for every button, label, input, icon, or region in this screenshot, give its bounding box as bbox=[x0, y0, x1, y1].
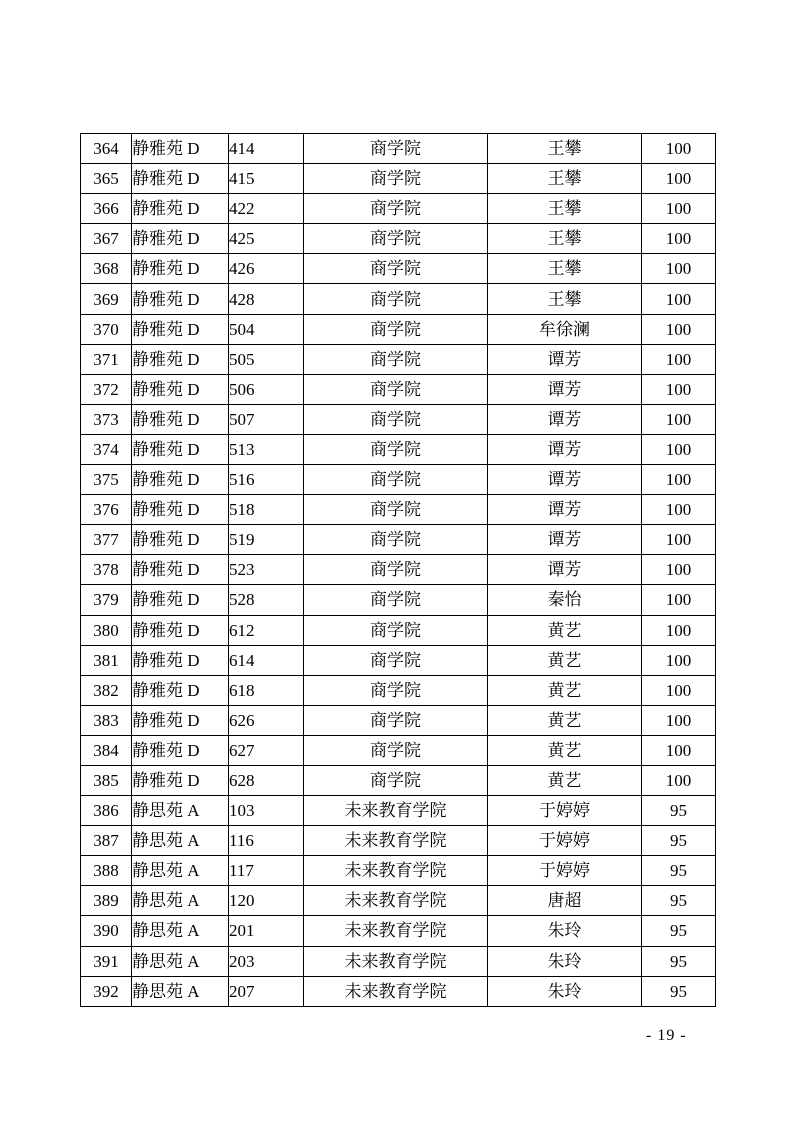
college-cell: 商学院 bbox=[304, 344, 488, 374]
building-cell: 静雅苑 D bbox=[132, 705, 229, 735]
row-number: 385 bbox=[81, 765, 132, 795]
college-cell: 商学院 bbox=[304, 495, 488, 525]
building-cell: 静雅苑 D bbox=[132, 314, 229, 344]
name-cell: 朱玲 bbox=[488, 976, 642, 1006]
row-number: 364 bbox=[81, 134, 132, 164]
table-body bbox=[81, 134, 716, 1007]
college-cell: 商学院 bbox=[304, 314, 488, 344]
building-cell: 静雅苑 D bbox=[132, 224, 229, 254]
room-cell: 116 bbox=[229, 826, 304, 856]
table-row bbox=[81, 886, 716, 916]
building-cell: 静雅苑 D bbox=[132, 555, 229, 585]
table-row bbox=[81, 194, 716, 224]
building-cell: 静雅苑 D bbox=[132, 675, 229, 705]
name-cell: 黄艺 bbox=[488, 705, 642, 735]
score-cell: 100 bbox=[642, 254, 716, 284]
name-cell: 谭芳 bbox=[488, 465, 642, 495]
room-cell: 507 bbox=[229, 404, 304, 434]
building-cell: 静雅苑 D bbox=[132, 495, 229, 525]
table-row bbox=[81, 344, 716, 374]
score-cell: 100 bbox=[642, 525, 716, 555]
name-cell: 谭芳 bbox=[488, 495, 642, 525]
name-cell: 黄艺 bbox=[488, 615, 642, 645]
row-number: 371 bbox=[81, 344, 132, 374]
college-cell: 商学院 bbox=[304, 224, 488, 254]
name-cell: 黄艺 bbox=[488, 645, 642, 675]
building-cell: 静雅苑 D bbox=[132, 525, 229, 555]
row-number: 379 bbox=[81, 585, 132, 615]
table-row bbox=[81, 434, 716, 464]
room-cell: 117 bbox=[229, 856, 304, 886]
score-cell: 100 bbox=[642, 585, 716, 615]
score-cell: 95 bbox=[642, 826, 716, 856]
name-cell: 于婷婷 bbox=[488, 856, 642, 886]
name-cell: 于婷婷 bbox=[488, 796, 642, 826]
row-number: 376 bbox=[81, 495, 132, 525]
name-cell: 王攀 bbox=[488, 194, 642, 224]
room-cell: 628 bbox=[229, 765, 304, 795]
score-cell: 100 bbox=[642, 735, 716, 765]
college-cell: 商学院 bbox=[304, 735, 488, 765]
table-row bbox=[81, 404, 716, 434]
room-cell: 201 bbox=[229, 916, 304, 946]
table-row bbox=[81, 645, 716, 675]
row-number: 374 bbox=[81, 434, 132, 464]
row-number: 378 bbox=[81, 555, 132, 585]
table-row bbox=[81, 374, 716, 404]
name-cell: 谭芳 bbox=[488, 525, 642, 555]
row-number: 390 bbox=[81, 916, 132, 946]
name-cell: 黄艺 bbox=[488, 675, 642, 705]
table-row bbox=[81, 735, 716, 765]
table-row bbox=[81, 615, 716, 645]
name-cell: 黄艺 bbox=[488, 735, 642, 765]
room-cell: 626 bbox=[229, 705, 304, 735]
row-number: 369 bbox=[81, 284, 132, 314]
room-cell: 516 bbox=[229, 465, 304, 495]
building-cell: 静雅苑 D bbox=[132, 404, 229, 434]
row-number: 375 bbox=[81, 465, 132, 495]
college-cell: 商学院 bbox=[304, 284, 488, 314]
row-number: 381 bbox=[81, 645, 132, 675]
score-cell: 100 bbox=[642, 284, 716, 314]
college-cell: 商学院 bbox=[304, 615, 488, 645]
score-cell: 100 bbox=[642, 705, 716, 735]
row-number: 366 bbox=[81, 194, 132, 224]
dormitory-score-table bbox=[80, 133, 716, 1007]
college-cell: 未来教育学院 bbox=[304, 796, 488, 826]
score-cell: 100 bbox=[642, 615, 716, 645]
row-number: 388 bbox=[81, 856, 132, 886]
name-cell: 朱玲 bbox=[488, 946, 642, 976]
table-row bbox=[81, 765, 716, 795]
table-row bbox=[81, 555, 716, 585]
score-cell: 100 bbox=[642, 495, 716, 525]
room-cell: 120 bbox=[229, 886, 304, 916]
building-cell: 静雅苑 D bbox=[132, 194, 229, 224]
page-number: - 19 - bbox=[646, 1027, 687, 1044]
college-cell: 商学院 bbox=[304, 555, 488, 585]
building-cell: 静雅苑 D bbox=[132, 344, 229, 374]
row-number: 373 bbox=[81, 404, 132, 434]
college-cell: 商学院 bbox=[304, 434, 488, 464]
table-row bbox=[81, 284, 716, 314]
room-cell: 207 bbox=[229, 976, 304, 1006]
table-row bbox=[81, 314, 716, 344]
college-cell: 商学院 bbox=[304, 675, 488, 705]
room-cell: 428 bbox=[229, 284, 304, 314]
name-cell: 朱玲 bbox=[488, 916, 642, 946]
table-row bbox=[81, 796, 716, 826]
table-row bbox=[81, 525, 716, 555]
college-cell: 商学院 bbox=[304, 585, 488, 615]
score-cell: 95 bbox=[642, 916, 716, 946]
building-cell: 静思苑 A bbox=[132, 826, 229, 856]
room-cell: 528 bbox=[229, 585, 304, 615]
score-cell: 100 bbox=[642, 434, 716, 464]
score-cell: 100 bbox=[642, 555, 716, 585]
name-cell: 谭芳 bbox=[488, 555, 642, 585]
row-number: 365 bbox=[81, 164, 132, 194]
row-number: 392 bbox=[81, 976, 132, 1006]
table-row bbox=[81, 856, 716, 886]
score-cell: 100 bbox=[642, 765, 716, 795]
building-cell: 静雅苑 D bbox=[132, 735, 229, 765]
name-cell: 谭芳 bbox=[488, 374, 642, 404]
table-row bbox=[81, 946, 716, 976]
name-cell: 谭芳 bbox=[488, 434, 642, 464]
score-cell: 100 bbox=[642, 374, 716, 404]
table-row bbox=[81, 916, 716, 946]
building-cell: 静雅苑 D bbox=[132, 134, 229, 164]
building-cell: 静雅苑 D bbox=[132, 465, 229, 495]
college-cell: 商学院 bbox=[304, 254, 488, 284]
college-cell: 未来教育学院 bbox=[304, 916, 488, 946]
college-cell: 商学院 bbox=[304, 645, 488, 675]
row-number: 372 bbox=[81, 374, 132, 404]
table-row bbox=[81, 705, 716, 735]
building-cell: 静雅苑 D bbox=[132, 434, 229, 464]
score-cell: 100 bbox=[642, 344, 716, 374]
room-cell: 618 bbox=[229, 675, 304, 705]
row-number: 382 bbox=[81, 675, 132, 705]
row-number: 384 bbox=[81, 735, 132, 765]
score-cell: 95 bbox=[642, 796, 716, 826]
name-cell: 王攀 bbox=[488, 164, 642, 194]
room-cell: 612 bbox=[229, 615, 304, 645]
room-cell: 504 bbox=[229, 314, 304, 344]
room-cell: 426 bbox=[229, 254, 304, 284]
room-cell: 203 bbox=[229, 946, 304, 976]
table-row bbox=[81, 826, 716, 856]
room-cell: 614 bbox=[229, 645, 304, 675]
table-row bbox=[81, 134, 716, 164]
table-row bbox=[81, 585, 716, 615]
building-cell: 静雅苑 D bbox=[132, 765, 229, 795]
building-cell: 静雅苑 D bbox=[132, 254, 229, 284]
row-number: 380 bbox=[81, 615, 132, 645]
score-cell: 100 bbox=[642, 645, 716, 675]
score-cell: 95 bbox=[642, 976, 716, 1006]
college-cell: 商学院 bbox=[304, 194, 488, 224]
name-cell: 王攀 bbox=[488, 254, 642, 284]
name-cell: 黄艺 bbox=[488, 765, 642, 795]
room-cell: 425 bbox=[229, 224, 304, 254]
name-cell: 谭芳 bbox=[488, 404, 642, 434]
row-number: 377 bbox=[81, 525, 132, 555]
college-cell: 未来教育学院 bbox=[304, 856, 488, 886]
building-cell: 静思苑 A bbox=[132, 916, 229, 946]
row-number: 368 bbox=[81, 254, 132, 284]
room-cell: 415 bbox=[229, 164, 304, 194]
score-cell: 100 bbox=[642, 404, 716, 434]
row-number: 391 bbox=[81, 946, 132, 976]
building-cell: 静雅苑 D bbox=[132, 645, 229, 675]
college-cell: 未来教育学院 bbox=[304, 826, 488, 856]
room-cell: 523 bbox=[229, 555, 304, 585]
college-cell: 未来教育学院 bbox=[304, 886, 488, 916]
room-cell: 513 bbox=[229, 434, 304, 464]
score-cell: 100 bbox=[642, 134, 716, 164]
score-cell: 100 bbox=[642, 465, 716, 495]
college-cell: 商学院 bbox=[304, 164, 488, 194]
score-cell: 95 bbox=[642, 886, 716, 916]
room-cell: 414 bbox=[229, 134, 304, 164]
college-cell: 商学院 bbox=[304, 465, 488, 495]
building-cell: 静雅苑 D bbox=[132, 164, 229, 194]
name-cell: 王攀 bbox=[488, 284, 642, 314]
building-cell: 静雅苑 D bbox=[132, 284, 229, 314]
building-cell: 静思苑 A bbox=[132, 976, 229, 1006]
row-number: 389 bbox=[81, 886, 132, 916]
score-cell: 100 bbox=[642, 314, 716, 344]
score-cell: 100 bbox=[642, 164, 716, 194]
college-cell: 商学院 bbox=[304, 374, 488, 404]
room-cell: 422 bbox=[229, 194, 304, 224]
table-row bbox=[81, 495, 716, 525]
college-cell: 商学院 bbox=[304, 525, 488, 555]
table-row bbox=[81, 164, 716, 194]
table-row bbox=[81, 976, 716, 1006]
college-cell: 商学院 bbox=[304, 705, 488, 735]
score-cell: 95 bbox=[642, 946, 716, 976]
row-number: 383 bbox=[81, 705, 132, 735]
name-cell: 秦怡 bbox=[488, 585, 642, 615]
name-cell: 牟徐澜 bbox=[488, 314, 642, 344]
college-cell: 商学院 bbox=[304, 765, 488, 795]
row-number: 367 bbox=[81, 224, 132, 254]
building-cell: 静雅苑 D bbox=[132, 615, 229, 645]
name-cell: 于婷婷 bbox=[488, 826, 642, 856]
row-number: 370 bbox=[81, 314, 132, 344]
name-cell: 唐超 bbox=[488, 886, 642, 916]
row-number: 386 bbox=[81, 796, 132, 826]
college-cell: 未来教育学院 bbox=[304, 946, 488, 976]
room-cell: 103 bbox=[229, 796, 304, 826]
building-cell: 静思苑 A bbox=[132, 856, 229, 886]
college-cell: 商学院 bbox=[304, 404, 488, 434]
college-cell: 未来教育学院 bbox=[304, 976, 488, 1006]
score-cell: 100 bbox=[642, 224, 716, 254]
score-cell: 95 bbox=[642, 856, 716, 886]
table-row bbox=[81, 465, 716, 495]
room-cell: 627 bbox=[229, 735, 304, 765]
table-row bbox=[81, 254, 716, 284]
building-cell: 静思苑 A bbox=[132, 796, 229, 826]
name-cell: 王攀 bbox=[488, 224, 642, 254]
score-cell: 100 bbox=[642, 675, 716, 705]
building-cell: 静思苑 A bbox=[132, 946, 229, 976]
table-row bbox=[81, 675, 716, 705]
room-cell: 505 bbox=[229, 344, 304, 374]
name-cell: 谭芳 bbox=[488, 344, 642, 374]
room-cell: 506 bbox=[229, 374, 304, 404]
college-cell: 商学院 bbox=[304, 134, 488, 164]
building-cell: 静思苑 A bbox=[132, 886, 229, 916]
room-cell: 519 bbox=[229, 525, 304, 555]
table-row bbox=[81, 224, 716, 254]
name-cell: 王攀 bbox=[488, 134, 642, 164]
room-cell: 518 bbox=[229, 495, 304, 525]
building-cell: 静雅苑 D bbox=[132, 374, 229, 404]
building-cell: 静雅苑 D bbox=[132, 585, 229, 615]
row-number: 387 bbox=[81, 826, 132, 856]
score-cell: 100 bbox=[642, 194, 716, 224]
